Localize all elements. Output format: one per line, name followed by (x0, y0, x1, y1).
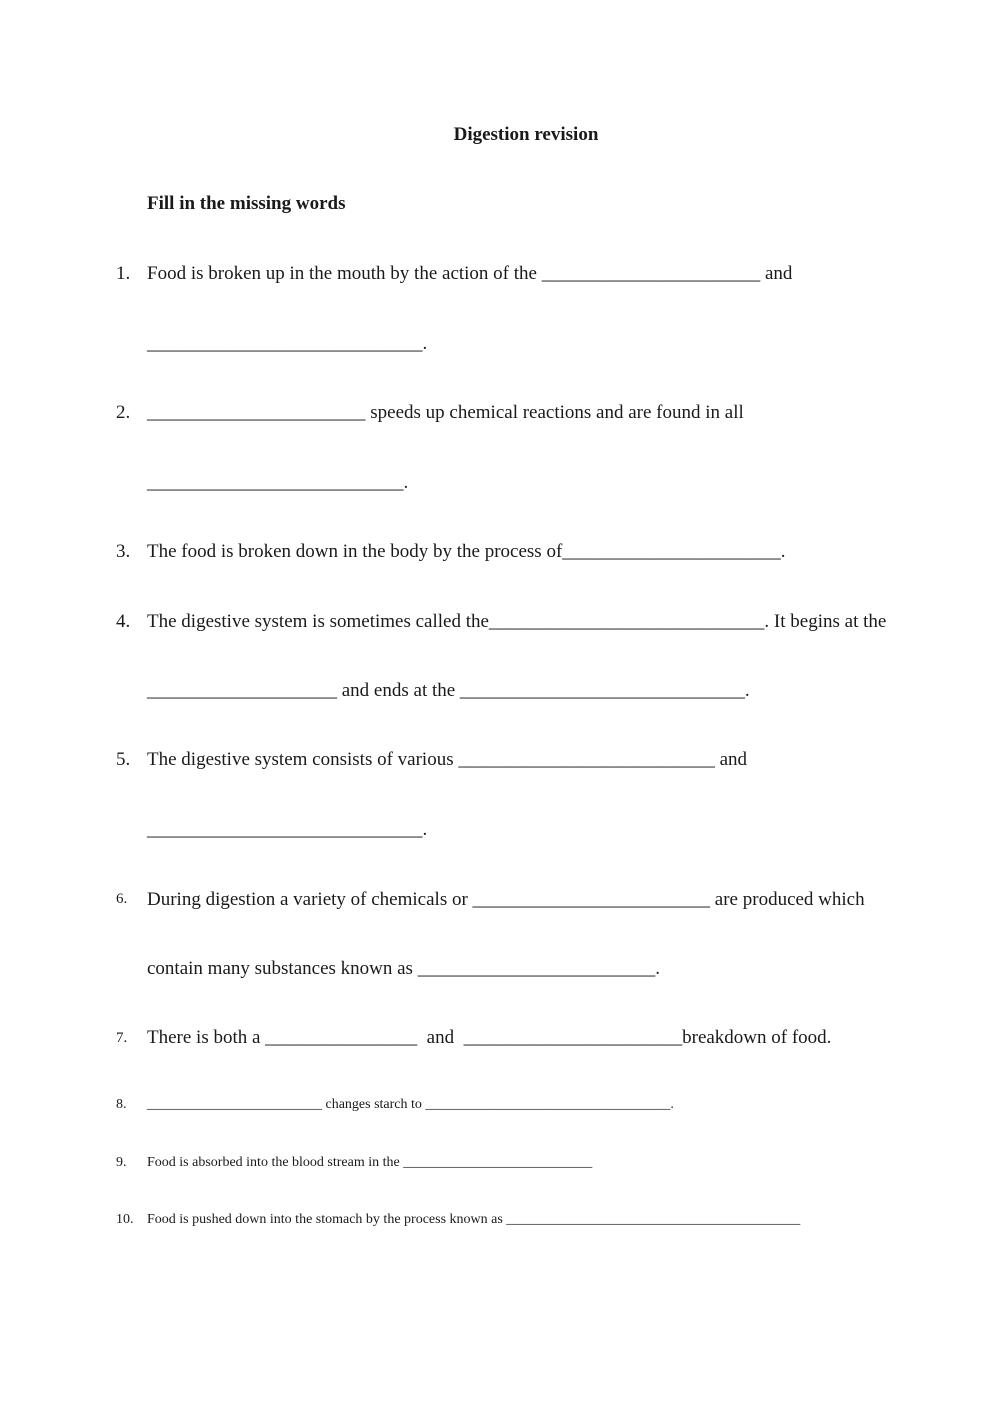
question-4-line-1: The digestive system is sometimes called the_____________________________. It begins at the (147, 611, 887, 632)
question-2-number: 2. (116, 402, 131, 423)
question-4-number: 4. (116, 611, 131, 632)
question-2-line-2: ___________________________. (147, 472, 409, 493)
instruction-heading: Fill in the missing words (147, 193, 346, 214)
question-2-line-1: _______________________ speeds up chemical reactions and are found in all (147, 402, 744, 423)
question-1-line-2: _____________________________. (147, 333, 428, 354)
question-5-line-1: The digestive system consists of various ___________________________ and (147, 749, 748, 770)
question-6-line-1: During digestion a variety of chemicals or _________________________ are produced which (147, 889, 865, 910)
question-9-number: 9. (116, 1155, 127, 1170)
question-4-line-2: ____________________ and ends at the ______________________________. (147, 680, 750, 701)
question-5-number: 5. (116, 749, 131, 770)
question-10-line-1: Food is pushed down into the stomach by the process known as __________________________________________ (147, 1212, 801, 1227)
question-8-number: 8. (116, 1097, 127, 1112)
question-3-number: 3. (116, 541, 131, 562)
question-7-line-1: There is both a ________________ and _______________________breakdown of food. (147, 1027, 832, 1048)
worksheet-title: Digestion revision (453, 124, 599, 145)
question-3-line-1: The food is broken down in the body by the process of_______________________. (147, 541, 786, 562)
question-5-line-2: _____________________________. (147, 819, 428, 840)
question-9-line-1: Food is absorbed into the blood stream in the ___________________________ (147, 1155, 593, 1170)
question-10-number: 10. (116, 1212, 134, 1227)
question-6-line-2: contain many substances known as _________________________. (147, 958, 660, 979)
question-1-number: 1. (116, 263, 131, 284)
question-8-line-1: _________________________ changes starch to ___________________________________. (147, 1097, 674, 1112)
question-7-number: 7. (116, 1030, 128, 1046)
question-1-line-1: Food is broken up in the mouth by the action of the _______________________ and (147, 263, 793, 284)
question-6-number: 6. (116, 891, 128, 907)
